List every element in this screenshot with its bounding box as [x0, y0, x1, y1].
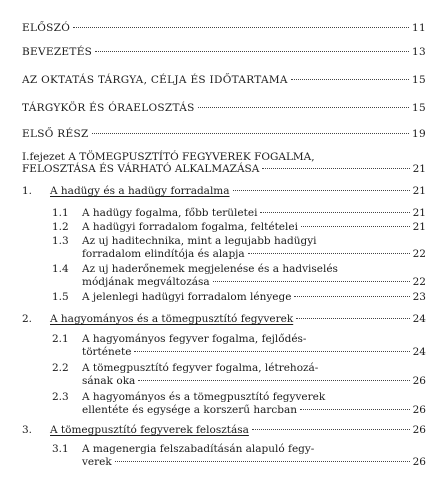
toc-entry-title: AZ OKTATÁS TÁRGYA, CÉLJA ÉS IDŐTARTAMA — [22, 74, 288, 86]
toc-entry-title-line2: története — [82, 346, 132, 358]
dot-leader — [252, 429, 410, 430]
toc-entry-title-line1: Az uj haditechnika, mint a legujabb hadügyi — [82, 235, 317, 247]
dot-leader — [138, 380, 409, 381]
toc-subsection-2-2 — [82, 375, 426, 387]
toc-entry-oktatas — [22, 74, 426, 86]
subsection-number: 1.3 — [52, 235, 69, 247]
chapter-title-line1: I.fejezet A TÖMEGPUSZTÍTÓ FEGYVEREK FOGALMA, — [22, 151, 315, 163]
dot-leader — [294, 296, 409, 297]
subsection-number: 1.5 — [52, 291, 69, 303]
section-number: 1. — [22, 185, 33, 197]
toc-entry-page: 24 — [412, 313, 426, 325]
subsection-number: 1.2 — [52, 221, 69, 233]
subsection-number: 2.2 — [52, 362, 69, 374]
toc-entry-page: 21 — [412, 185, 426, 197]
toc-entry-title-line1: A magenergia felszabadításán alapuló fegy- — [82, 443, 315, 455]
toc-entry-page: 15 — [412, 102, 426, 114]
toc-entry-elso-resz — [22, 128, 426, 140]
toc-subsection-1-1 — [82, 207, 426, 219]
toc-entry-page: 21 — [412, 207, 426, 219]
toc-entry-title-line1: A hagyományos fegyver fogalma, fejlődés- — [82, 333, 307, 345]
toc-entry-title: A hadügyi forradalom fogalma, feltételei — [82, 221, 298, 233]
toc-entry-title: TÁRGYKÖR ÉS ÓRAELOSZTÁS — [22, 102, 195, 114]
toc-entry-title: A jelenlegi hadügyi forradalom lényege — [82, 291, 292, 303]
toc-entry-page: 26 — [412, 375, 426, 387]
dot-leader — [301, 226, 410, 227]
toc-entry-page: 21 — [412, 221, 426, 233]
toc-entry-page: 15 — [412, 74, 426, 86]
toc-section-1 — [50, 185, 426, 197]
toc-entry-page: 22 — [412, 276, 426, 288]
toc-entry-page: 19 — [412, 128, 426, 140]
toc-entry-page: 21 — [412, 163, 426, 175]
toc-entry-bevezetes — [22, 46, 426, 58]
chapter-title-line2 — [22, 163, 426, 175]
toc-entry-targykor — [22, 102, 426, 114]
toc-subsection-3-1 — [82, 456, 426, 468]
toc-subsection-2-1 — [82, 346, 426, 358]
toc-subsection-1-2 — [82, 221, 426, 233]
toc-entry-title-line1: A tömegpusztító fegyver fogalma, létrehozá- — [82, 362, 319, 374]
toc-entry-title-line2: sának oka — [82, 375, 136, 387]
dot-leader — [248, 253, 410, 254]
dot-leader — [296, 318, 409, 319]
toc-subsection-1-5 — [82, 291, 426, 303]
toc-entry-page: 24 — [412, 346, 426, 358]
dot-leader — [291, 79, 409, 80]
toc-entry-title-line2: módjának megváltozása — [82, 276, 210, 288]
dot-leader — [134, 351, 409, 352]
dot-leader — [92, 133, 409, 134]
toc-entry-title: A hadügy fogalma, főbb területei — [82, 207, 258, 219]
toc-entry-title: BEVEZETÉS — [22, 46, 93, 58]
toc-entry-title: FELOSZTÁSA ÉS VÁRHATÓ ALKALMAZÁSA — [22, 163, 260, 175]
toc-entry-title-line1: A hagyományos és a tömegpusztító fegyverek — [82, 391, 326, 403]
subsection-number: 2.3 — [52, 391, 69, 403]
toc-entry-page: 13 — [412, 46, 426, 58]
toc-entry-title: ELŐSZÓ — [22, 22, 71, 34]
subsection-number: 2.1 — [52, 333, 69, 345]
dot-leader — [73, 27, 409, 28]
subsection-number: 1.1 — [52, 207, 69, 219]
dot-leader — [233, 190, 410, 191]
toc-entry-title: A tömegpusztító fegyverek felosztása — [50, 424, 249, 436]
subsection-number: 3.1 — [52, 443, 69, 455]
toc-entry-title-line2: verek — [82, 456, 112, 468]
toc-entry-title-line1: Az uj haderőnemek megjelenése és a hadviselés — [82, 263, 338, 275]
dot-leader — [213, 281, 410, 282]
dot-leader — [260, 212, 409, 213]
toc-entry-page: 26 — [412, 424, 426, 436]
toc-entry-title: A hagyományos és a tömegpusztító fegyverek — [50, 313, 294, 325]
toc-entry-page: 11 — [412, 22, 426, 34]
toc-entry-page: 26 — [412, 404, 426, 416]
toc-entry-title-line2: forradalom elindítója és alapja — [82, 248, 245, 260]
toc-entry-page: 22 — [412, 248, 426, 260]
toc-subsection-1-4 — [82, 276, 426, 288]
toc-entry-title-line2: ellentéte és egysége a korszerű harcban — [82, 404, 298, 416]
toc-section-2 — [50, 313, 426, 325]
subsection-number: 1.4 — [52, 263, 69, 275]
section-number: 3. — [22, 424, 33, 436]
dot-leader — [198, 107, 409, 108]
toc-entry-page: 23 — [412, 291, 426, 303]
toc-entry-title: A hadügy és a hadügy forradalma — [50, 185, 230, 197]
dot-leader — [300, 409, 410, 410]
dot-leader — [95, 51, 409, 52]
toc-subsection-2-3 — [82, 404, 426, 416]
toc-entry-page: 26 — [412, 456, 426, 468]
toc-entry-title: ELSŐ RÉSZ — [22, 128, 89, 140]
toc-entry-eloszo — [22, 22, 426, 34]
dot-leader — [262, 168, 409, 169]
toc-section-3 — [50, 424, 426, 436]
toc-subsection-1-3 — [82, 248, 426, 260]
dot-leader — [115, 461, 410, 462]
section-number: 2. — [22, 313, 33, 325]
